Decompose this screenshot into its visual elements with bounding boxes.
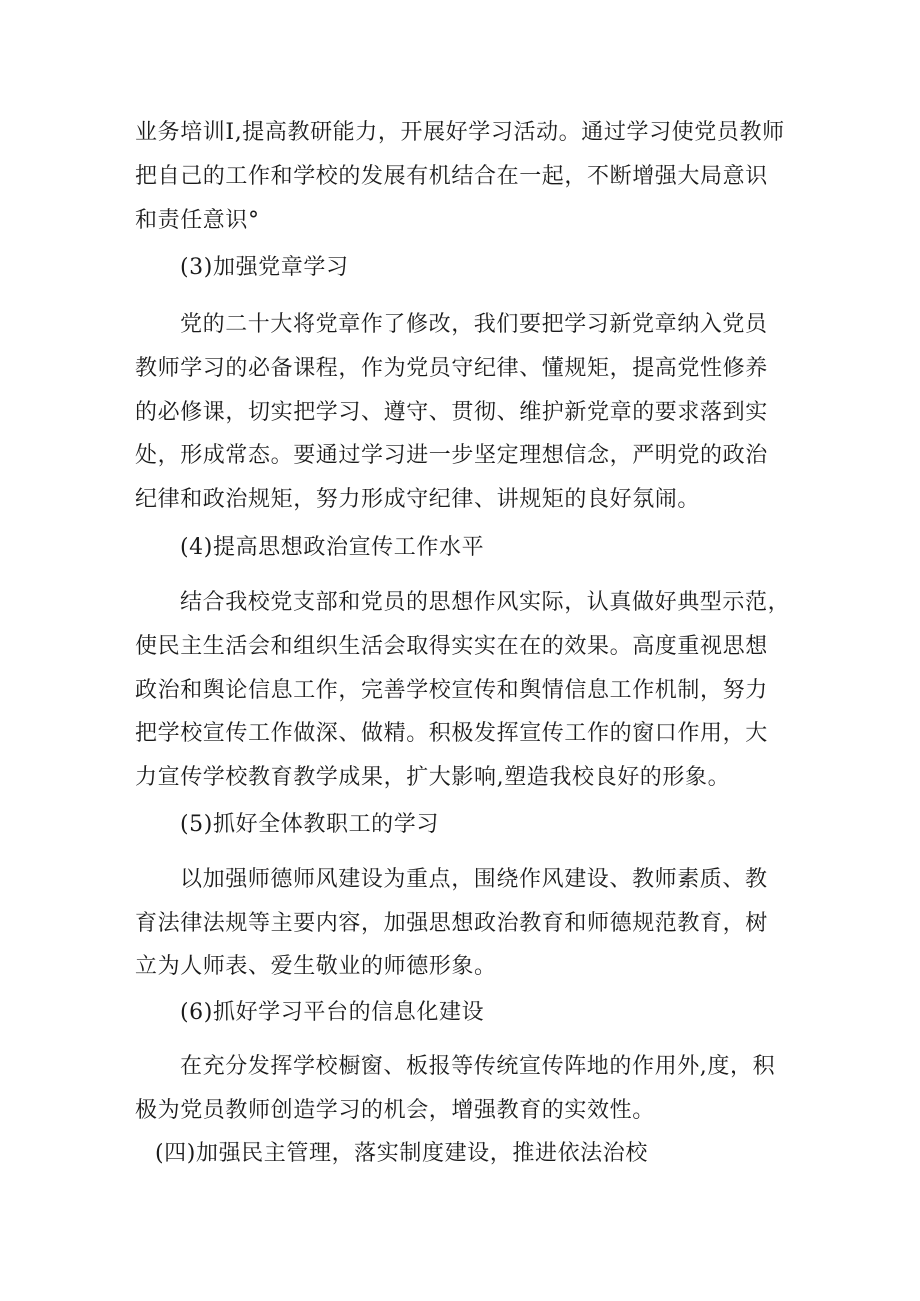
body-text-line: 处，形成常态。要通过学习进一步坚定理想信念，严明党的政治: [135, 443, 768, 468]
body-text-line: 政治和舆论信息工作，完善学校宣传和舆情信息工作机制，努力: [135, 678, 768, 703]
body-text-line: 把学校宣传工作做深、做精。积极发挥宣传工作的窗口作用，大: [135, 721, 768, 746]
body-text-line: 业务培训I,提高教研能力，开展好学习活动。通过学习使党员教师: [135, 120, 785, 145]
body-text-line: 力宣传学校教育教学成果，扩大影响,塑造我校良好的形象。: [135, 765, 731, 790]
body-text-line: 以加强师德师风建设为重点，围绕作风建设、教师素质、教: [180, 867, 768, 892]
section-heading: (4)提高思想政治宣传工作水平: [180, 535, 485, 560]
section-heading: (6)抓好学习平台的信息化建设: [180, 1000, 485, 1025]
body-text-line: 的必修课，切实把学习、遵守、贯彻、维护新党章的要求落到实: [135, 400, 768, 425]
body-text-line: 极为党员教师创造学习的机会，增强教育的实效性。: [135, 1098, 655, 1123]
body-text-line: 党的二十大将党章作了修改，我们要把学习新党章纳入党员: [180, 312, 768, 337]
section-heading: (四)加强民主管理，落实制度建设，推进依法治校: [155, 1141, 648, 1166]
body-text-line: 纪律和政治规矩，努力形成守纪律、讲规矩的良好氛闹。: [135, 487, 701, 512]
section-heading: (5)抓好全体教职工的学习: [180, 812, 439, 837]
section-heading: (3)加强党章学习: [180, 255, 349, 280]
body-text-line: 和责任意识°: [135, 208, 260, 233]
body-text-line: 在充分发挥学校橱窗、板报等传统宣传阵地的作用外,度，积: [180, 1054, 776, 1079]
body-text-line: 结合我校党支部和党员的思想作风实际，认真做好典型示范，: [180, 590, 791, 615]
body-text-line: 使民主生活会和组织生活会取得实实在在的效果。高度重视思想: [135, 634, 768, 659]
body-text-line: 育法律法规等主要内容，加强思想政治教育和师德规范教育，树: [135, 911, 768, 936]
body-text-line: 教师学习的必备课程，作为党员守纪律、懂规矩，提高党性修养: [135, 356, 768, 381]
body-text-line: 立为人师表、爱生敬业的师德形象。: [135, 954, 497, 979]
body-text-line: 把自己的工作和学校的发展有机结合在一起，不断增强大局意识: [135, 164, 768, 189]
